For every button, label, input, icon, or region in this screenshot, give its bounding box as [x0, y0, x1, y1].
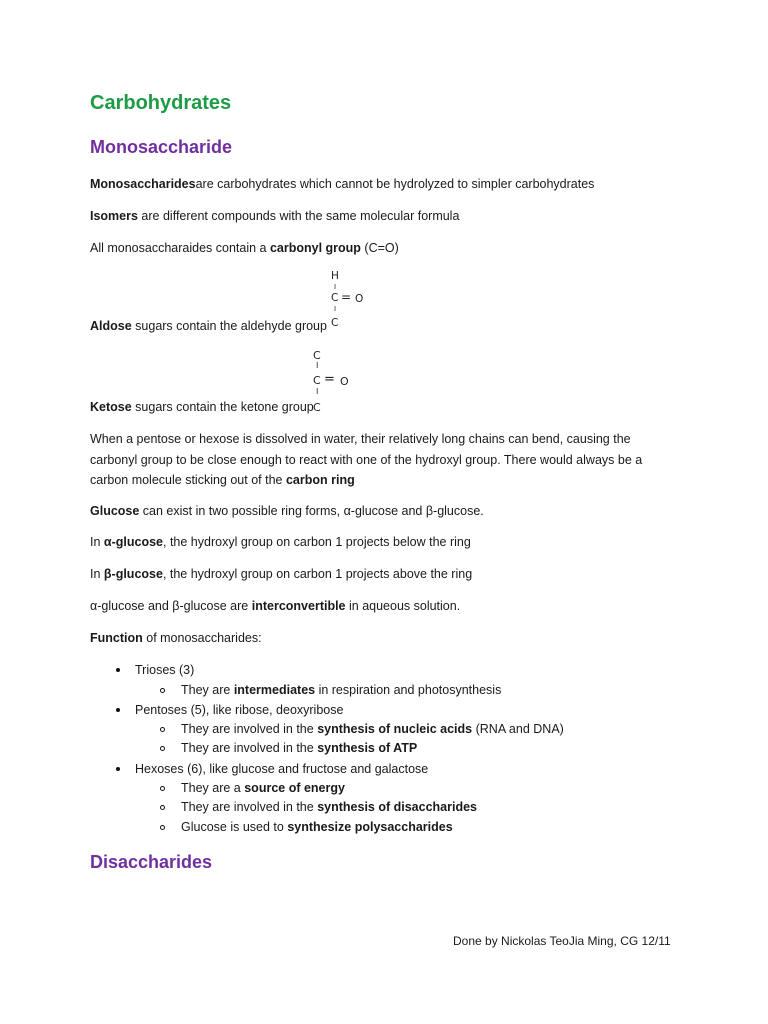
atom-c-top: C: [313, 349, 321, 362]
text: are carbohydrates which cannot be hydrolyzed to simpler carbohydrates: [195, 177, 595, 191]
text: They are involved in the: [181, 741, 318, 755]
circle-bullet-icon: [160, 746, 165, 751]
circle-bullet-icon: [160, 805, 165, 810]
paragraph-monosaccharides-def: [90, 176, 594, 192]
paragraph-alpha-glucose: [90, 534, 471, 550]
text: sugars contain the aldehyde group: [131, 319, 327, 333]
text: All monosaccharaides contain a: [90, 241, 270, 255]
text: They are involved in the: [181, 722, 318, 736]
bullet-icon: [116, 767, 120, 771]
paragraph-ring-formation-line3: [90, 472, 355, 488]
circle-bullet-icon: [160, 688, 165, 693]
bullet-icon: [116, 668, 120, 672]
sublist-item-disaccharides: [181, 799, 477, 815]
text: of monosaccharides:: [142, 631, 262, 645]
text: They are involved in the: [181, 800, 318, 814]
paragraph-ring-formation-line2: carbonyl group to be close enough to react with one of the hydroxyl group. There would always be a: [90, 453, 643, 467]
single-bond-top: I: [316, 361, 319, 370]
term-alpha-glucose: α-glucose: [103, 535, 163, 549]
paragraph-interconvertible: [90, 598, 460, 614]
circle-bullet-icon: [160, 727, 165, 732]
term-disaccharides: synthesis of disaccharides: [317, 800, 477, 814]
text: (C=O): [360, 241, 399, 255]
text: Glucose is used to: [181, 820, 288, 834]
single-bond-top: I: [334, 283, 337, 291]
single-bond-bottom: I: [316, 387, 319, 396]
term-ketose: Ketose: [90, 400, 132, 414]
text: α-glucose and β-glucose are: [90, 599, 252, 613]
text: In: [90, 535, 104, 549]
term-polysaccharides: synthesize polysaccharides: [287, 820, 453, 834]
term-function: Function: [90, 631, 143, 645]
circle-bullet-icon: [160, 786, 165, 791]
atom-c-bottom: C: [331, 317, 339, 329]
paragraph-isomers-def: [90, 208, 459, 224]
list-item-hexoses: Hexoses (6), like glucose and fructose and galactose: [135, 762, 429, 776]
sublist-item-atp: [181, 740, 417, 756]
text: They are a: [181, 781, 245, 795]
text: in respiration and photosynthesis: [315, 683, 502, 697]
text: In: [90, 567, 104, 581]
paragraph-beta-glucose: [90, 566, 472, 582]
single-bond-bottom: I: [334, 305, 337, 313]
sublist-item-intermediates: [181, 682, 501, 698]
term-carbonyl-group: carbonyl group: [269, 241, 361, 255]
list-item-trioses: Trioses (3): [135, 663, 195, 677]
double-bond: =: [324, 372, 335, 387]
term-carbon-ring: carbon ring: [285, 473, 355, 487]
atom-c: C: [313, 374, 321, 387]
term-energy: source of energy: [244, 781, 345, 795]
term-aldose: Aldose: [90, 319, 132, 333]
circle-bullet-icon: [160, 825, 165, 830]
section-heading-disaccharides: Disaccharides: [90, 852, 213, 872]
paragraph-function: [90, 630, 262, 646]
list-item-pentoses: Pentoses (5), like ribose, deoxyribose: [135, 703, 344, 717]
sublist-item-energy: [181, 780, 345, 796]
text: , the hydroxyl group on carbon 1 projects above the ring: [162, 567, 473, 581]
atom-c-bottom: C: [313, 401, 321, 414]
paragraph-ketose: [90, 399, 314, 415]
term-interconvertible: interconvertible: [251, 599, 346, 613]
term-intermediates: intermediates: [233, 683, 316, 697]
paragraph-ring-formation-line1: When a pentose or hexose is dissolved in water, their relatively long chains can bend, causing the: [90, 432, 631, 446]
term-atp: synthesis of ATP: [317, 741, 418, 755]
page-title: Carbohydrates: [90, 92, 232, 114]
term-nucleic-acids: synthesis of nucleic acids: [317, 722, 473, 736]
atom-o: O: [355, 293, 364, 305]
term-monosaccharides: Monosaccharides: [90, 177, 196, 191]
atom-c: C: [331, 292, 339, 304]
term-glucose: Glucose: [90, 504, 140, 518]
text: in aqueous solution.: [345, 599, 461, 613]
text: can exist in two possible ring forms, α-glucose and β-glucose.: [139, 504, 484, 518]
text: They are: [181, 683, 234, 697]
text: (RNA and DNA): [472, 722, 564, 736]
paragraph-glucose-forms: [90, 503, 484, 519]
atom-o: O: [340, 375, 349, 388]
footer-author: Done by Nickolas TeoJia Ming, CG 12/11: [453, 934, 671, 948]
bullet-icon: [116, 708, 120, 712]
text: carbon molecule sticking out of the: [90, 473, 286, 487]
term-beta-glucose: β-glucose: [103, 567, 163, 581]
paragraph-carbonyl: [90, 240, 399, 256]
text: , the hydroxyl group on carbon 1 projects below the ring: [163, 535, 471, 549]
term-isomers: Isomers: [90, 209, 138, 223]
double-bond: =: [341, 290, 352, 304]
text: sugars contain the ketone group: [131, 400, 314, 414]
paragraph-aldose: [90, 318, 327, 334]
atom-h: H: [331, 270, 339, 282]
text: are different compounds with the same molecular formula: [137, 209, 460, 223]
sublist-item-polysaccharides: [181, 819, 453, 835]
section-heading-monosaccharide: Monosaccharide: [90, 137, 233, 157]
sublist-item-nucleic-acids: [181, 721, 564, 737]
